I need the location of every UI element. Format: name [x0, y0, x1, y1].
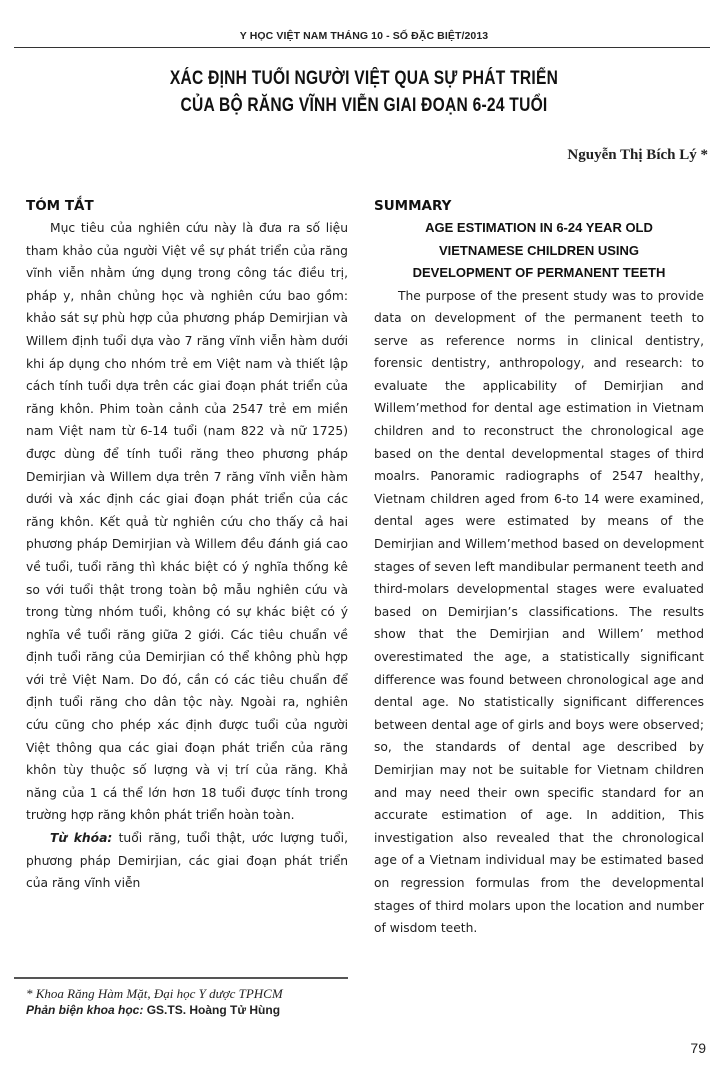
abstract-body: Mục tiêu của nghiên cứu này là đưa ra số liệu tham khảo của người Việt về sự phát triển của răng vĩnh viễn nhằm ứng dụng trong công tác điều trị, pháp y, nhân chủng học và nghiên cứu bao gồm: khảo sát sự phù hợp của phương pháp Demirjian và Willem định tuổi dựa vào 7 răng vĩnh viễn hàm dưới khi áp dụng cho nhóm trẻ em Việt nam và thiết lập cách tính tuổi dựa trên các giai đoạn phát triển của răng khôn. Phim toàn cảnh của 2547 trẻ em miền nam Việt nam từ 6-14 tuổi (nam 822 và nữ 1725) được dùng để tính tuổi răng theo phương pháp Demirjian và Willem dựa trên 7 răng vĩnh viễn hàm dưới và xác định các giai đoạn phát triển của các răng khôn. Kết quả từ nghiên cứu cho thấy cả hai phương pháp Demirjian và Willem đều đánh giá cao về tuổi, tuổi răng thì khác biệt có ý nghĩa thống kê so với tuổi thật trong toàn bộ mẫu nghiên cứu và trong từng nhóm tuổi, không có sự khác biệt có ý nghĩa về tuổi răng giữa 2 giới. Các tiêu chuẩn về định tuổi răng của Demirjian có thể không phù hợp với trẻ Việt Nam. Do đó, cần có các tiêu chuẩn để định tuổi răng cho dân tộc này. Ngoài ra, nghiên cứu cũng cho phép xác định được tuổi của người Việt thông qua các giai đoạn phát triển của răng khôn tùy thuộc số lượng và vị trí của răng. Khả năng của 1 cá thể lớn hơn 18 tuổi được tính trong trường hợp răng khôn phát triển hoàn toàn. — [26, 221, 348, 823]
footnote — [26, 985, 283, 1019]
footnote-affiliation: * Khoa Răng Hàm Mặt, Đại học Y dược TPHCM — [26, 986, 283, 1001]
footnote-reviewer — [26, 1002, 283, 1019]
english-summary — [374, 195, 704, 940]
summary-title-line-3: DEVELOPMENT OF PERMANENT TEETH — [412, 265, 666, 280]
title-line-1: XÁC ĐỊNH TUỔI NGƯỜI VIỆT QUA SỰ PHÁT TRIỂN — [169, 68, 559, 89]
header-rule — [14, 47, 710, 48]
footnote-rule — [14, 977, 348, 979]
title-line-2: CỦA BỘ RĂNG VĨNH VIỄN GIAI ĐOẠN 6-24 TUỔI — [180, 95, 548, 116]
keywords — [26, 827, 348, 895]
page-number: 79 — [690, 1040, 706, 1056]
vietnamese-abstract — [26, 195, 348, 895]
summary-title-line-1: AGE ESTIMATION IN 6-24 YEAR OLD — [425, 220, 653, 235]
summary-heading: SUMMARY — [374, 198, 452, 214]
abstract-heading: TÓM TẮT — [26, 198, 94, 214]
summary-body: The purpose of the present study was to provide data on development of the permanent teeth to serve as reference norms in clinical dentistry, forensic dentistry, anthropology, and research: to evaluate the applicability of Demirjian and Willem’method for dental age estimation in Vietnam children and to reconstruct the chronological age based on the dental developmental stages of third moalrs. Panoramic radiographs of 2547 healthy, Vietnam children aged from 6-to 14 were examined, dental ages were estimated by means of the Demirjian and Willem’method based on development stages of seven left mandibular permanent teeth and third-molars developmental stages were evaluated based on Demirjian’s classifications. The results show that the Demirjian and Willem’ method overestimated the age, a statistically significant difference was found between chronological age and dental age. No statistically significant differences between dental age of girls and boys were observed; so, the standards of dental age described by Demirjian may not be suitable for Vietnam children and may need their own specific standard for an accurate estimation of age. In addition, This investigation also revealed that the chronological age of a Vietnam individual may be estimated based on regression formulas from the developmental stages of third molars upon the location and number of wisdom teeth. — [374, 288, 704, 936]
summary-title-line-2: VIETNAMESE CHILDREN USING — [438, 242, 640, 258]
keywords-text: tuổi răng, tuổi thật, ước lượng tuổi, phương pháp Demirjian, các giai đoạn phát triển của răng vĩnh viễn — [26, 831, 348, 891]
running-head: Y HỌC VIỆT NAM THÁNG 10 - SỐ ĐẶC BIỆT/2013 — [239, 30, 489, 42]
reviewer-label: Phản biện khoa học: — [26, 1003, 144, 1017]
author: Nguyễn Thị Bích Lý * — [567, 147, 708, 163]
reviewer-name: GS.TS. Hoàng Tử Hùng — [143, 1003, 281, 1017]
article-title — [66, 65, 663, 119]
keywords-label: Từ khóa: — [50, 831, 113, 846]
